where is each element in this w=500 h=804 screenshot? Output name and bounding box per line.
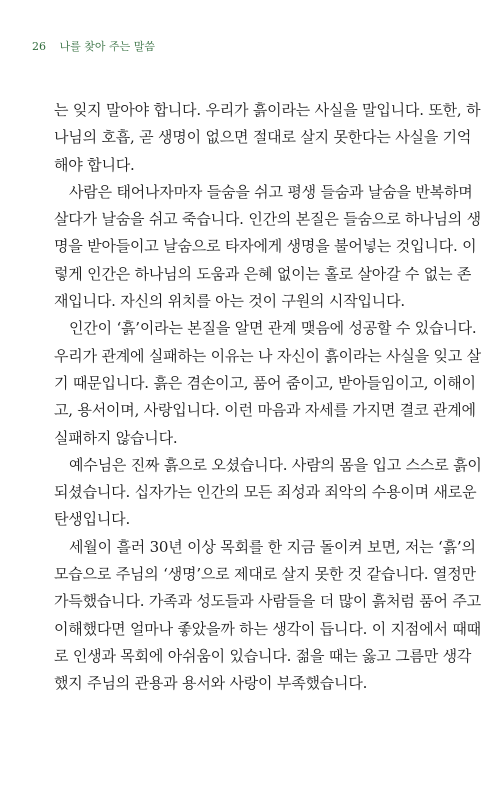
text-line: 했지 주님의 관용과 용서와 사랑이 부족했습니다. — [54, 674, 368, 693]
text-line: 우리가 관계에 실패하는 이유는 나 자신이 흙이라는 사실을 잊고 살 — [54, 346, 481, 365]
text-line: 살다가 날숨을 쉬고 죽습니다. 인간의 본질은 들숨으로 하나님의 생 — [54, 210, 481, 229]
text-line: 가득했습니다. 가족과 성도들과 사람들을 더 많이 흙처럼 품어 주고 — [54, 592, 481, 611]
text-line: 고, 용서이며, 사랑입니다. 이런 마음과 자세를 가지면 결코 관계에 — [54, 401, 476, 420]
text-line: 탄생입니다. — [54, 510, 131, 529]
text-line: 는 잊지 말아야 합니다. 우리가 흙이라는 사실을 말입니다. 또한, 하 — [54, 101, 481, 119]
running-header — [32, 40, 155, 54]
text-line: 렇게 인간은 하나님의 도움과 은혜 없이는 홀로 살아갈 수 없는 존 — [54, 264, 472, 283]
text-line: 세월이 흘러 30년 이상 목회를 한 지금 돌이켜 보면, 저는 ‘흙’의 — [69, 537, 476, 556]
text-line: 되셨습니다. 십자가는 인간의 모든 죄성과 죄악의 수용이며 새로운 — [54, 483, 477, 502]
book-title: 나를 찾아 주는 말씀 — [59, 40, 155, 53]
text-line: 재입니다. 자신의 위치를 아는 것이 구원의 시작입니다. — [54, 292, 405, 311]
text-line: 기 때문입니다. 흙은 겸손이고, 품어 줌이고, 받아들임이고, 이해이 — [54, 373, 476, 392]
page-number: 26 — [32, 40, 46, 53]
text-line: 해야 합니다. — [54, 155, 135, 174]
text-line: 이해했다면 얼마나 좋았을까 하는 생각이 듭니다. 이 지점에서 때때 — [54, 619, 481, 638]
text-line: 나님의 호흡, 곧 생명이 없으면 절대로 살지 못한다는 사실을 기억 — [54, 128, 472, 147]
text-line: 명을 받아들이고 날숨으로 타자에게 생명을 불어넣는 것입니다. 이 — [54, 237, 477, 256]
body-text — [54, 97, 482, 698]
text-line: 실패하지 않습니다. — [54, 428, 178, 447]
text-line: 예수님은 진짜 흙으로 오셨습니다. 사람의 몸을 입고 스스로 흙이 — [69, 455, 482, 474]
text-line: 사람은 태어나자마자 들숨을 쉬고 평생 들숨과 날숨을 반복하며 — [69, 182, 473, 201]
text-line: 인간이 ‘흙’이라는 본질을 알면 관계 맺음에 성공할 수 있습니다. — [69, 319, 477, 338]
text-line: 로 인생과 목회에 아쉬움이 있습니다. 젊을 때는 옳고 그름만 생각 — [54, 646, 472, 665]
text-line: 모습으로 주님의 ‘생명’으로 제대로 살지 못한 것 같습니다. 열정만 — [54, 565, 476, 584]
